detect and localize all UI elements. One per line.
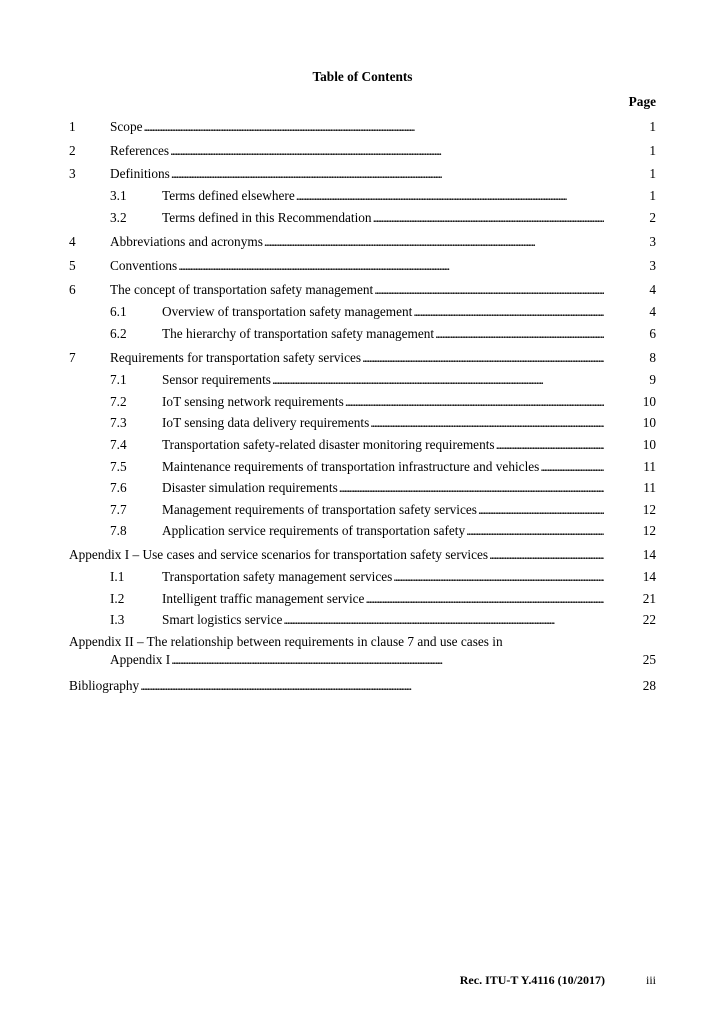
toc-entry[interactable]: [0, 501, 725, 519]
appendix2-line2: Appendix I: [110, 652, 171, 667]
dot-leader: [140, 677, 604, 695]
toc-clause-number: 1: [69, 119, 76, 134]
toc-entry-title: Application service requirements of transportation safety: [162, 523, 466, 538]
toc-entry-title: Abbreviations and acronyms: [110, 234, 263, 249]
toc-entry-title: Definitions: [110, 166, 170, 181]
dot-leader: [365, 590, 604, 608]
toc-entry[interactable]: [0, 233, 725, 251]
toc-clause-number: 7.4: [110, 437, 127, 452]
toc-clause-number: 7: [69, 350, 76, 365]
toc-page-number: 22: [642, 612, 656, 627]
toc-clause-number: 3: [69, 166, 76, 181]
toc-clause-number: 7.6: [110, 480, 127, 495]
dot-leader: [170, 142, 604, 160]
toc-entry[interactable]: [0, 281, 725, 299]
toc-entry[interactable]: [0, 142, 725, 160]
toc-page-number: 12: [642, 523, 656, 538]
toc-clause-number: 7.1: [110, 372, 127, 387]
toc-page-number: 1: [649, 119, 656, 134]
footer-reference: Rec. ITU-T Y.4116 (10/2017): [459, 973, 605, 987]
toc-clause-number: 3.1: [110, 188, 127, 203]
page-column-heading: Page: [628, 94, 656, 109]
toc-clause-number: 7.5: [110, 459, 127, 474]
toc-page-number: 3: [649, 258, 656, 273]
toc-page-number: 11: [643, 480, 656, 495]
dot-leader: [296, 187, 604, 205]
toc-entry[interactable]: [0, 165, 725, 183]
dot-leader: [283, 611, 604, 629]
toc-clause-number: 2: [69, 143, 76, 158]
toc-clause-number: 7.3: [110, 415, 127, 430]
dot-leader: [489, 546, 604, 564]
toc-entry-title: IoT sensing network requirements: [162, 394, 344, 409]
dot-leader: [466, 522, 604, 540]
toc-page-number: 10: [642, 394, 656, 409]
toc-entry-title: Appendix I – Use cases and service scenarios for transportation safety services: [69, 547, 489, 562]
toc-page-number: 12: [642, 502, 656, 517]
toc-clause-number: 5: [69, 258, 76, 273]
toc-entry[interactable]: [0, 325, 725, 343]
dot-leader: [413, 303, 604, 321]
toc-entry[interactable]: [0, 393, 725, 411]
toc-entry[interactable]: [0, 414, 725, 432]
toc-entry-title: Management requirements of transportation safety services: [162, 502, 477, 517]
toc-entry[interactable]: [0, 436, 725, 454]
dot-leader: [264, 233, 604, 251]
toc-entry[interactable]: [0, 209, 725, 227]
toc-page-number: 1: [649, 188, 656, 203]
toc-entry-title: References: [110, 143, 170, 158]
toc-entry[interactable]: [0, 590, 725, 608]
toc-entry-bibliography[interactable]: [0, 677, 725, 695]
toc-page-number: 2: [649, 210, 656, 225]
toc-entry-title: The concept of transportation safety management: [110, 282, 374, 297]
dot-leader: [178, 257, 604, 275]
dot-leader: [345, 393, 604, 411]
dot-leader: [171, 651, 604, 669]
toc-entry-appendix2[interactable]: [0, 651, 725, 669]
toc-entry-title: Terms defined in this Recommendation: [162, 210, 372, 225]
toc-page-number: 11: [643, 459, 656, 474]
toc-entry[interactable]: [0, 611, 725, 629]
toc-entry[interactable]: [0, 303, 725, 321]
toc-entry-title: Transportation safety-related disaster monitoring requirements: [162, 437, 495, 452]
dot-leader: [374, 281, 604, 299]
toc-entry-title: Sensor requirements: [162, 372, 271, 387]
toc-page-number: 1: [649, 166, 656, 181]
footer-page-number: iii: [645, 973, 656, 987]
toc-entry-title: The hierarchy of transportation safety management: [162, 326, 435, 341]
toc-entry-title: Smart logistics service: [162, 612, 283, 627]
toc-page-number: 10: [642, 415, 656, 430]
dot-leader: [393, 568, 604, 586]
toc-page-number: 6: [649, 326, 656, 341]
toc-clause-number: I.1: [110, 569, 125, 584]
dot-leader: [339, 479, 604, 497]
toc-entry-title: IoT sensing data delivery requirements: [162, 415, 370, 430]
dot-leader: [370, 414, 604, 432]
toc-page-number: 14: [642, 547, 656, 562]
toc-entry[interactable]: [0, 257, 725, 275]
toc-entry-title: Scope: [110, 119, 143, 134]
toc-entry[interactable]: [0, 479, 725, 497]
dot-leader: [496, 436, 604, 454]
toc-clause-number: 6.1: [110, 304, 127, 319]
toc-entry-title: Requirements for transportation safety services: [110, 350, 362, 365]
toc-page-number: 8: [649, 350, 656, 365]
toc-entry-title: Overview of transportation safety management: [162, 304, 413, 319]
toc-clause-number: 7.7: [110, 502, 127, 517]
toc-clause-number: I.3: [110, 612, 125, 627]
toc-entry-title: Intelligent traffic management service: [162, 591, 365, 606]
toc-page-number: 1: [649, 143, 656, 158]
toc-title: Table of Contents: [312, 69, 413, 84]
toc-entry-title: Transportation safety management services: [162, 569, 393, 584]
dot-leader: [171, 165, 604, 183]
toc-entry[interactable]: [0, 371, 725, 389]
toc-entry[interactable]: [0, 349, 725, 367]
toc-clause-number: 7.8: [110, 523, 127, 538]
toc-entry-title: Terms defined elsewhere: [162, 188, 295, 203]
toc-entry[interactable]: [0, 568, 725, 586]
toc-clause-number: 6.2: [110, 326, 127, 341]
toc-entry[interactable]: [0, 546, 725, 564]
bibliography-label: Bibliography: [69, 678, 140, 693]
toc-entry[interactable]: [0, 458, 725, 476]
toc-page-number: 14: [642, 569, 656, 584]
dot-leader: [272, 371, 604, 389]
toc-clause-number: 3.2: [110, 210, 127, 225]
toc-page-number: 3: [649, 234, 656, 249]
toc-page-number: 10: [642, 437, 656, 452]
dot-leader: [144, 118, 605, 136]
toc-page-number: 25: [642, 652, 656, 667]
toc-entry[interactable]: [0, 522, 725, 540]
toc-page-number: 21: [642, 591, 656, 606]
dot-leader: [373, 209, 604, 227]
toc-entry[interactable]: [0, 187, 725, 205]
dot-leader: [540, 458, 604, 476]
dot-leader: [478, 501, 604, 519]
appendix2-line1[interactable]: Appendix II – The relationship between requirements in clause 7 and use cases in: [69, 634, 503, 649]
toc-page-number: 4: [649, 304, 656, 319]
toc-entry-title: Disaster simulation requirements: [162, 480, 338, 495]
toc-clause-number: I.2: [110, 591, 125, 606]
dot-leader: [362, 349, 604, 367]
dot-leader: [435, 325, 604, 343]
toc-page-number: 28: [642, 678, 656, 693]
toc-clause-number: 7.2: [110, 394, 127, 409]
toc-page-number: 4: [649, 282, 656, 297]
toc-page-number: 9: [649, 372, 656, 387]
toc-clause-number: 4: [69, 234, 76, 249]
toc-entry[interactable]: [0, 118, 725, 136]
toc-entry-title: Conventions: [110, 258, 178, 273]
toc-clause-number: 6: [69, 282, 76, 297]
toc-entry-title: Maintenance requirements of transportation infrastructure and vehicles: [162, 459, 540, 474]
